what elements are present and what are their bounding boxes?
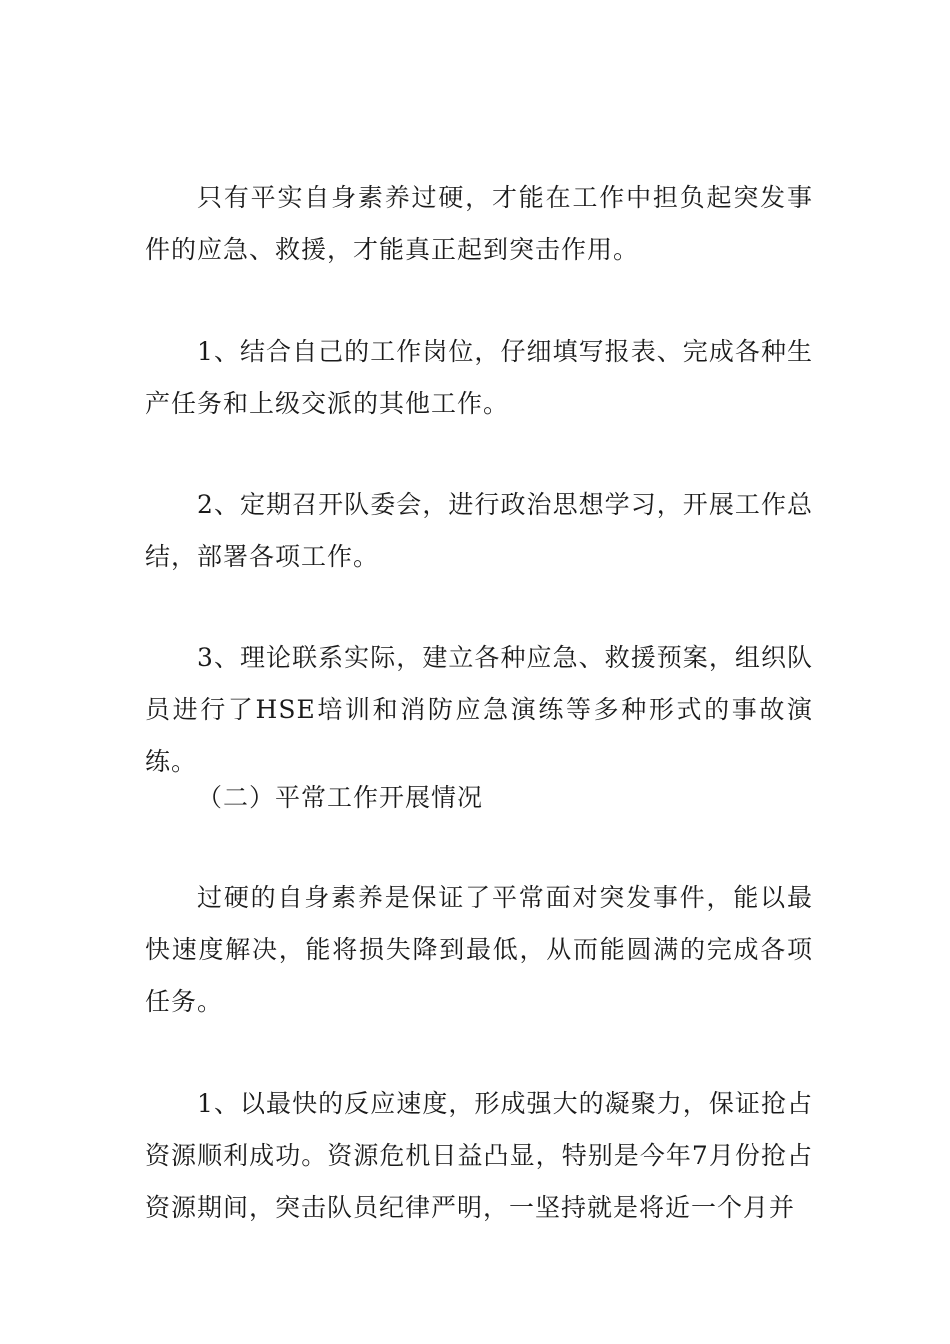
paragraph-2: 1、结合自己的工作岗位，仔细填写报表、完成各种生产任务和上级交派的其他工作。 xyxy=(145,337,813,418)
paragraph-5: 过硬的自身素养是保证了平常面对突发事件，能以最快速度解决，能将损失降到最低，从而能圆满的完成各项任务。 xyxy=(145,883,813,1016)
section-heading: （二）平常工作开展情况 xyxy=(197,783,484,812)
paragraph-4: 3、理论联系实际，建立各种应急、救援预案，组织队员进行了HSE培训和消防应急演练等多种形式的事故演练。 xyxy=(145,643,813,776)
paragraph-1: 只有平实自身素养过硬，才能在工作中担负起突发事件的应急、救援，才能真正起到突击作用。 xyxy=(145,183,813,264)
paragraph-6: 1、以最快的反应速度，形成强大的凝聚力，保证抢占资源顺利成功。资源危机日益凸显，特别是今年7月份抢占资源期间，突击队员纪律严明，一坚持就是将近一个月并 xyxy=(145,1089,813,1222)
paragraph-3: 2、定期召开队委会，进行政治思想学习，开展工作总结，部署各项工作。 xyxy=(145,490,813,571)
